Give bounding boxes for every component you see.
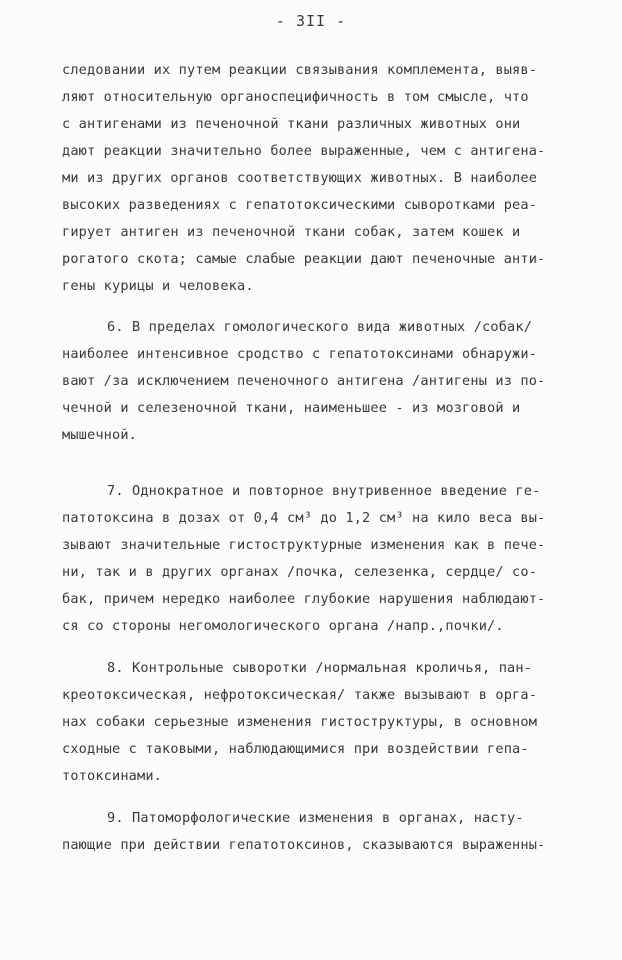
text-line: сходные с таковыми, наблюдающимися при воздействии гепа- bbox=[62, 741, 529, 757]
text-line: 9. Патоморфологические изменения в органах, насту- bbox=[107, 810, 524, 826]
text-line: дают реакции значительно более выраженные, чем с антигена- bbox=[62, 143, 546, 159]
text-line: нах собаки серьезные изменения гистоструктуры, в основном bbox=[62, 714, 538, 730]
text-line: ся со стороны негомологического органа /напр.,почки/. bbox=[62, 618, 504, 634]
text-line: мышечной. bbox=[62, 427, 138, 443]
text-line: ни, так и в других органах /почка, селезенка, сердце/ со- bbox=[62, 564, 538, 580]
text-line: следовании их путем реакции связывания комплемента, выяв- bbox=[62, 62, 538, 78]
text-line: пающие при действии гепатотоксинов, сказываются выраженны- bbox=[62, 837, 546, 853]
text-line: чечной и селезеночной ткани, наименьшее - из мозговой и bbox=[62, 400, 521, 416]
text-line: патотоксина в дозах от 0,4 см³ до 1,2 см³ на кило веса вы- bbox=[62, 510, 546, 526]
text-line: гирует антиген из печеночной ткани собак, затем кошек и bbox=[62, 224, 521, 240]
text-line: 8. Контрольные сыворотки /нормальная кроличья, пан- bbox=[107, 660, 533, 676]
text-line: зывают значительные гистоструктурные изменения как в пече- bbox=[62, 537, 546, 553]
text-line: рогатого скота; самые слабые реакции дают печеночные анти- bbox=[62, 251, 546, 267]
text-line: с антигенами из печеночной ткани различных животных они bbox=[62, 116, 521, 132]
text-line: вают /за исключением печеночного антигена /антигены из по- bbox=[62, 373, 546, 389]
text-line: ми из других органов соответствующих животных. В наиболее bbox=[62, 170, 538, 186]
text-line: наиболее интенсивное сродство с гепатотоксинами обнаружи- bbox=[62, 346, 538, 362]
text-line: 6. В пределах гомологического вида животных /собак/ bbox=[107, 319, 533, 335]
text-line: ляют относительную органоспецифичность в том смысле, что bbox=[62, 89, 529, 105]
text-line: 7. Однократное и повторное внутривенное введение ге- bbox=[107, 483, 541, 499]
text-line: гены курицы и человека. bbox=[62, 278, 254, 294]
text-line: тотоксинами. bbox=[62, 768, 163, 784]
text-line: креотоксическая, нефротоксическая/ также вызывают в орга- bbox=[62, 687, 538, 703]
text-line: бак, причем нередко наиболее глубокие нарушения наблюдают- bbox=[62, 591, 546, 607]
text-line: высоких разведениях с гепатотоксическими сыворотками реа- bbox=[62, 197, 538, 213]
page-number: - 3II - bbox=[275, 12, 347, 30]
